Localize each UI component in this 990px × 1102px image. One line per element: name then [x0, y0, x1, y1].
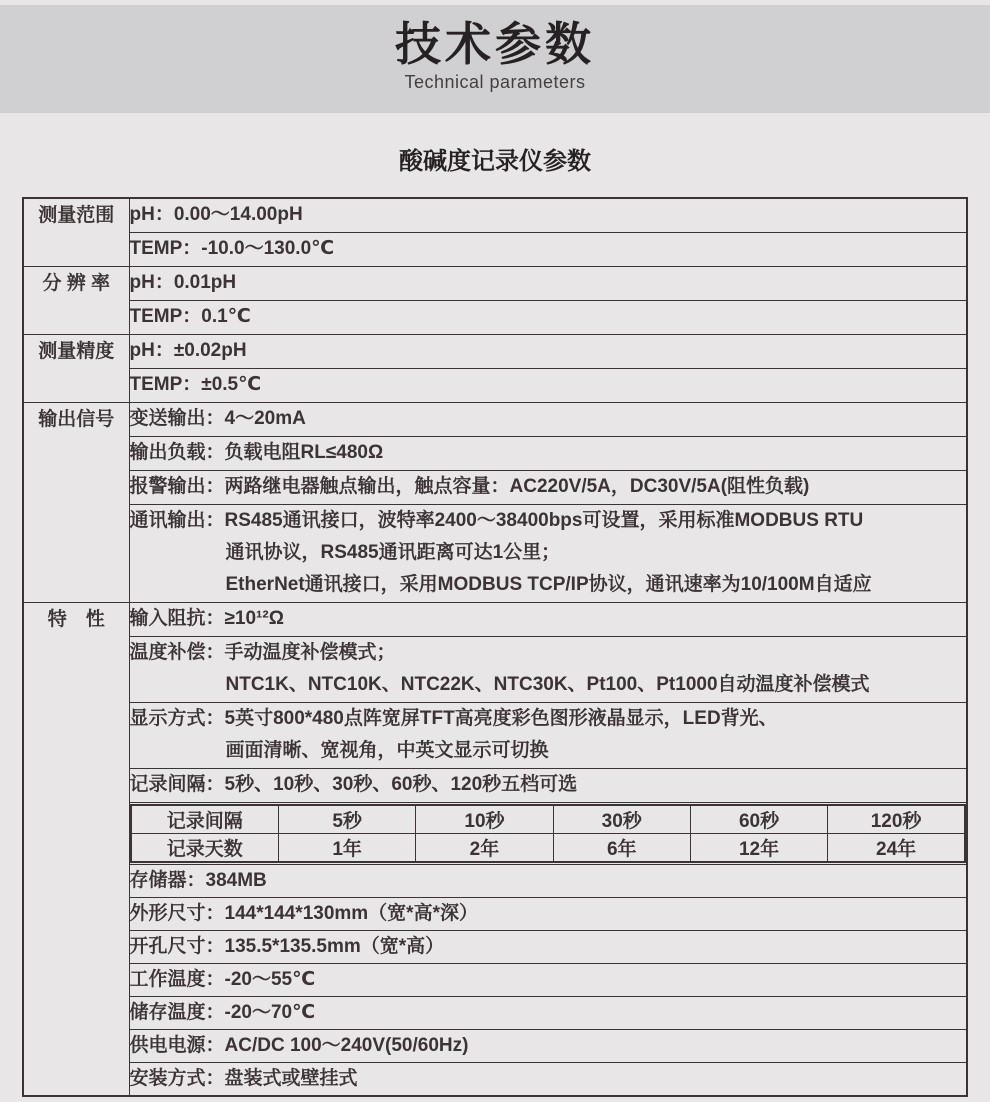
spec-value-cell — [129, 300, 967, 334]
table-row — [23, 402, 967, 436]
spec-value-text: EtherNet通讯接口，采用MODBUS TCP/IP协议，通讯速率为10/100M自适应 — [225, 574, 872, 595]
spec-value-cell — [129, 402, 967, 436]
spec-value-text: 变送输出：4～20mA — [129, 408, 306, 429]
page-title: 技术参数 — [395, 18, 595, 70]
table-row — [23, 470, 967, 504]
table-row — [23, 864, 967, 897]
section-title: 酸碱度记录仪参数 — [399, 148, 591, 175]
record-interval-header: 记录间隔 — [131, 805, 279, 834]
spec-label-output-signal: 输出信号 — [23, 402, 129, 602]
spec-value-text: 储存温度：-20～70℃ — [129, 1001, 316, 1023]
spec-value-cell — [129, 368, 967, 402]
record-days-value: 1年 — [279, 833, 416, 862]
table-row — [23, 636, 967, 702]
spec-value-cell — [129, 864, 967, 897]
record-interval-value: 5秒 — [279, 805, 416, 834]
table-row — [23, 368, 967, 402]
table-row — [23, 702, 967, 768]
record-interval-value: 60秒 — [690, 805, 827, 834]
spec-value-cell — [129, 930, 967, 963]
record-table-container — [129, 802, 967, 864]
spec-value-text: TEMP：±0.5℃ — [129, 374, 262, 395]
spec-value-text: 通讯输出：RS485通讯接口，波特率2400～38400bps可设置，采用标准MODBUS RTU — [129, 510, 864, 531]
spec-value-text: 输入阻抗：≥10¹²Ω — [129, 608, 284, 629]
record-table-row — [131, 833, 966, 862]
table-row — [23, 504, 967, 602]
record-interval-table — [130, 804, 967, 863]
spec-label-measure-range: 测量范围 — [23, 198, 129, 266]
spec-value-text: 输出负载：负载电阻RL≤480Ω — [129, 442, 384, 463]
record-days-value: 6年 — [553, 833, 690, 862]
spec-value-text: pH：±0.02pH — [129, 340, 247, 361]
spec-value-text: 存储器：384MB — [129, 869, 267, 891]
spec-value-cell — [129, 768, 967, 802]
spec-value-cell — [129, 1029, 967, 1062]
spec-value-cell — [129, 963, 967, 996]
spec-value-text: 画面清晰、宽视角，中英文显示可切换 — [225, 740, 549, 761]
spec-label-accuracy: 测量精度 — [23, 334, 129, 402]
spec-value-text: 外形尺寸：144*144*130mm（宽*高*深） — [129, 902, 478, 924]
spec-sheet-page — [0, 5, 990, 1102]
spec-value-text: NTC1K、NTC10K、NTC22K、NTC30K、Pt100、Pt1000自动温度补偿模式 — [225, 674, 870, 695]
spec-table — [22, 197, 968, 1097]
spec-value-cell — [129, 702, 967, 768]
table-row — [23, 802, 967, 864]
header-banner — [0, 5, 990, 113]
spec-value-cell — [129, 897, 967, 930]
record-interval-value: 10秒 — [416, 805, 553, 834]
record-interval-value: 120秒 — [828, 805, 965, 834]
spec-label-resolution: 分 辨 率 — [23, 266, 129, 334]
spec-value-text: TEMP：-10.0～130.0℃ — [129, 238, 335, 259]
page-subtitle: Technical parameters — [404, 72, 586, 93]
table-row — [23, 602, 967, 636]
table-row — [23, 266, 967, 300]
record-days-header: 记录天数 — [131, 833, 279, 862]
spec-value-text: 开孔尺寸：135.5*135.5mm（宽*高） — [129, 935, 445, 957]
spec-value-text: 通讯协议，RS485通讯距离可达1公里； — [225, 542, 561, 563]
record-days-value: 2年 — [416, 833, 553, 862]
spec-value-cell — [129, 636, 967, 702]
table-row — [23, 1029, 967, 1062]
spec-value-text: 供电电源：AC/DC 100～240V(50/60Hz) — [129, 1034, 469, 1056]
spec-value-cell — [129, 334, 967, 368]
spec-value-cell — [129, 436, 967, 470]
spec-value-cell — [129, 266, 967, 300]
spec-value-cell — [129, 996, 967, 1029]
spec-value-cell — [129, 1062, 967, 1096]
table-row — [23, 897, 967, 930]
record-table-row — [131, 805, 966, 834]
spec-value-cell — [129, 198, 967, 232]
spec-value-text: 记录间隔：5秒、10秒、30秒、60秒、120秒五档可选 — [129, 774, 578, 795]
table-row — [23, 768, 967, 802]
table-row — [23, 996, 967, 1029]
record-days-value: 12年 — [690, 833, 827, 862]
spec-value-cell — [129, 232, 967, 266]
table-row — [23, 334, 967, 368]
spec-value-cell — [129, 470, 967, 504]
table-row — [23, 198, 967, 232]
record-interval-value: 30秒 — [553, 805, 690, 834]
spec-value-text: pH：0.01pH — [129, 272, 237, 293]
spec-value-text: 工作温度：-20～55℃ — [129, 968, 316, 990]
spec-value-text: TEMP：0.1℃ — [129, 306, 251, 327]
table-row — [23, 1062, 967, 1096]
spec-value-cell — [129, 504, 967, 602]
table-row — [23, 930, 967, 963]
spec-label-characteristics: 特 性 — [23, 602, 129, 1096]
spec-value-cell — [129, 602, 967, 636]
table-row — [23, 436, 967, 470]
table-row — [23, 963, 967, 996]
spec-value-text: 显示方式：5英寸800*480点阵宽屏TFT高亮度彩色图形液晶显示，LED背光、 — [129, 708, 778, 729]
spec-value-text: pH：0.00～14.00pH — [129, 204, 303, 226]
record-days-value: 24年 — [828, 833, 965, 862]
spec-value-text: 报警输出：两路继电器触点输出，触点容量：AC220V/5A，DC30V/5A(阻性负载) — [129, 476, 810, 497]
spec-value-text: 安装方式：盘装式或壁挂式 — [129, 1067, 358, 1089]
spec-value-text: 温度补偿：手动温度补偿模式； — [129, 642, 396, 663]
table-row — [23, 232, 967, 266]
table-row — [23, 300, 967, 334]
